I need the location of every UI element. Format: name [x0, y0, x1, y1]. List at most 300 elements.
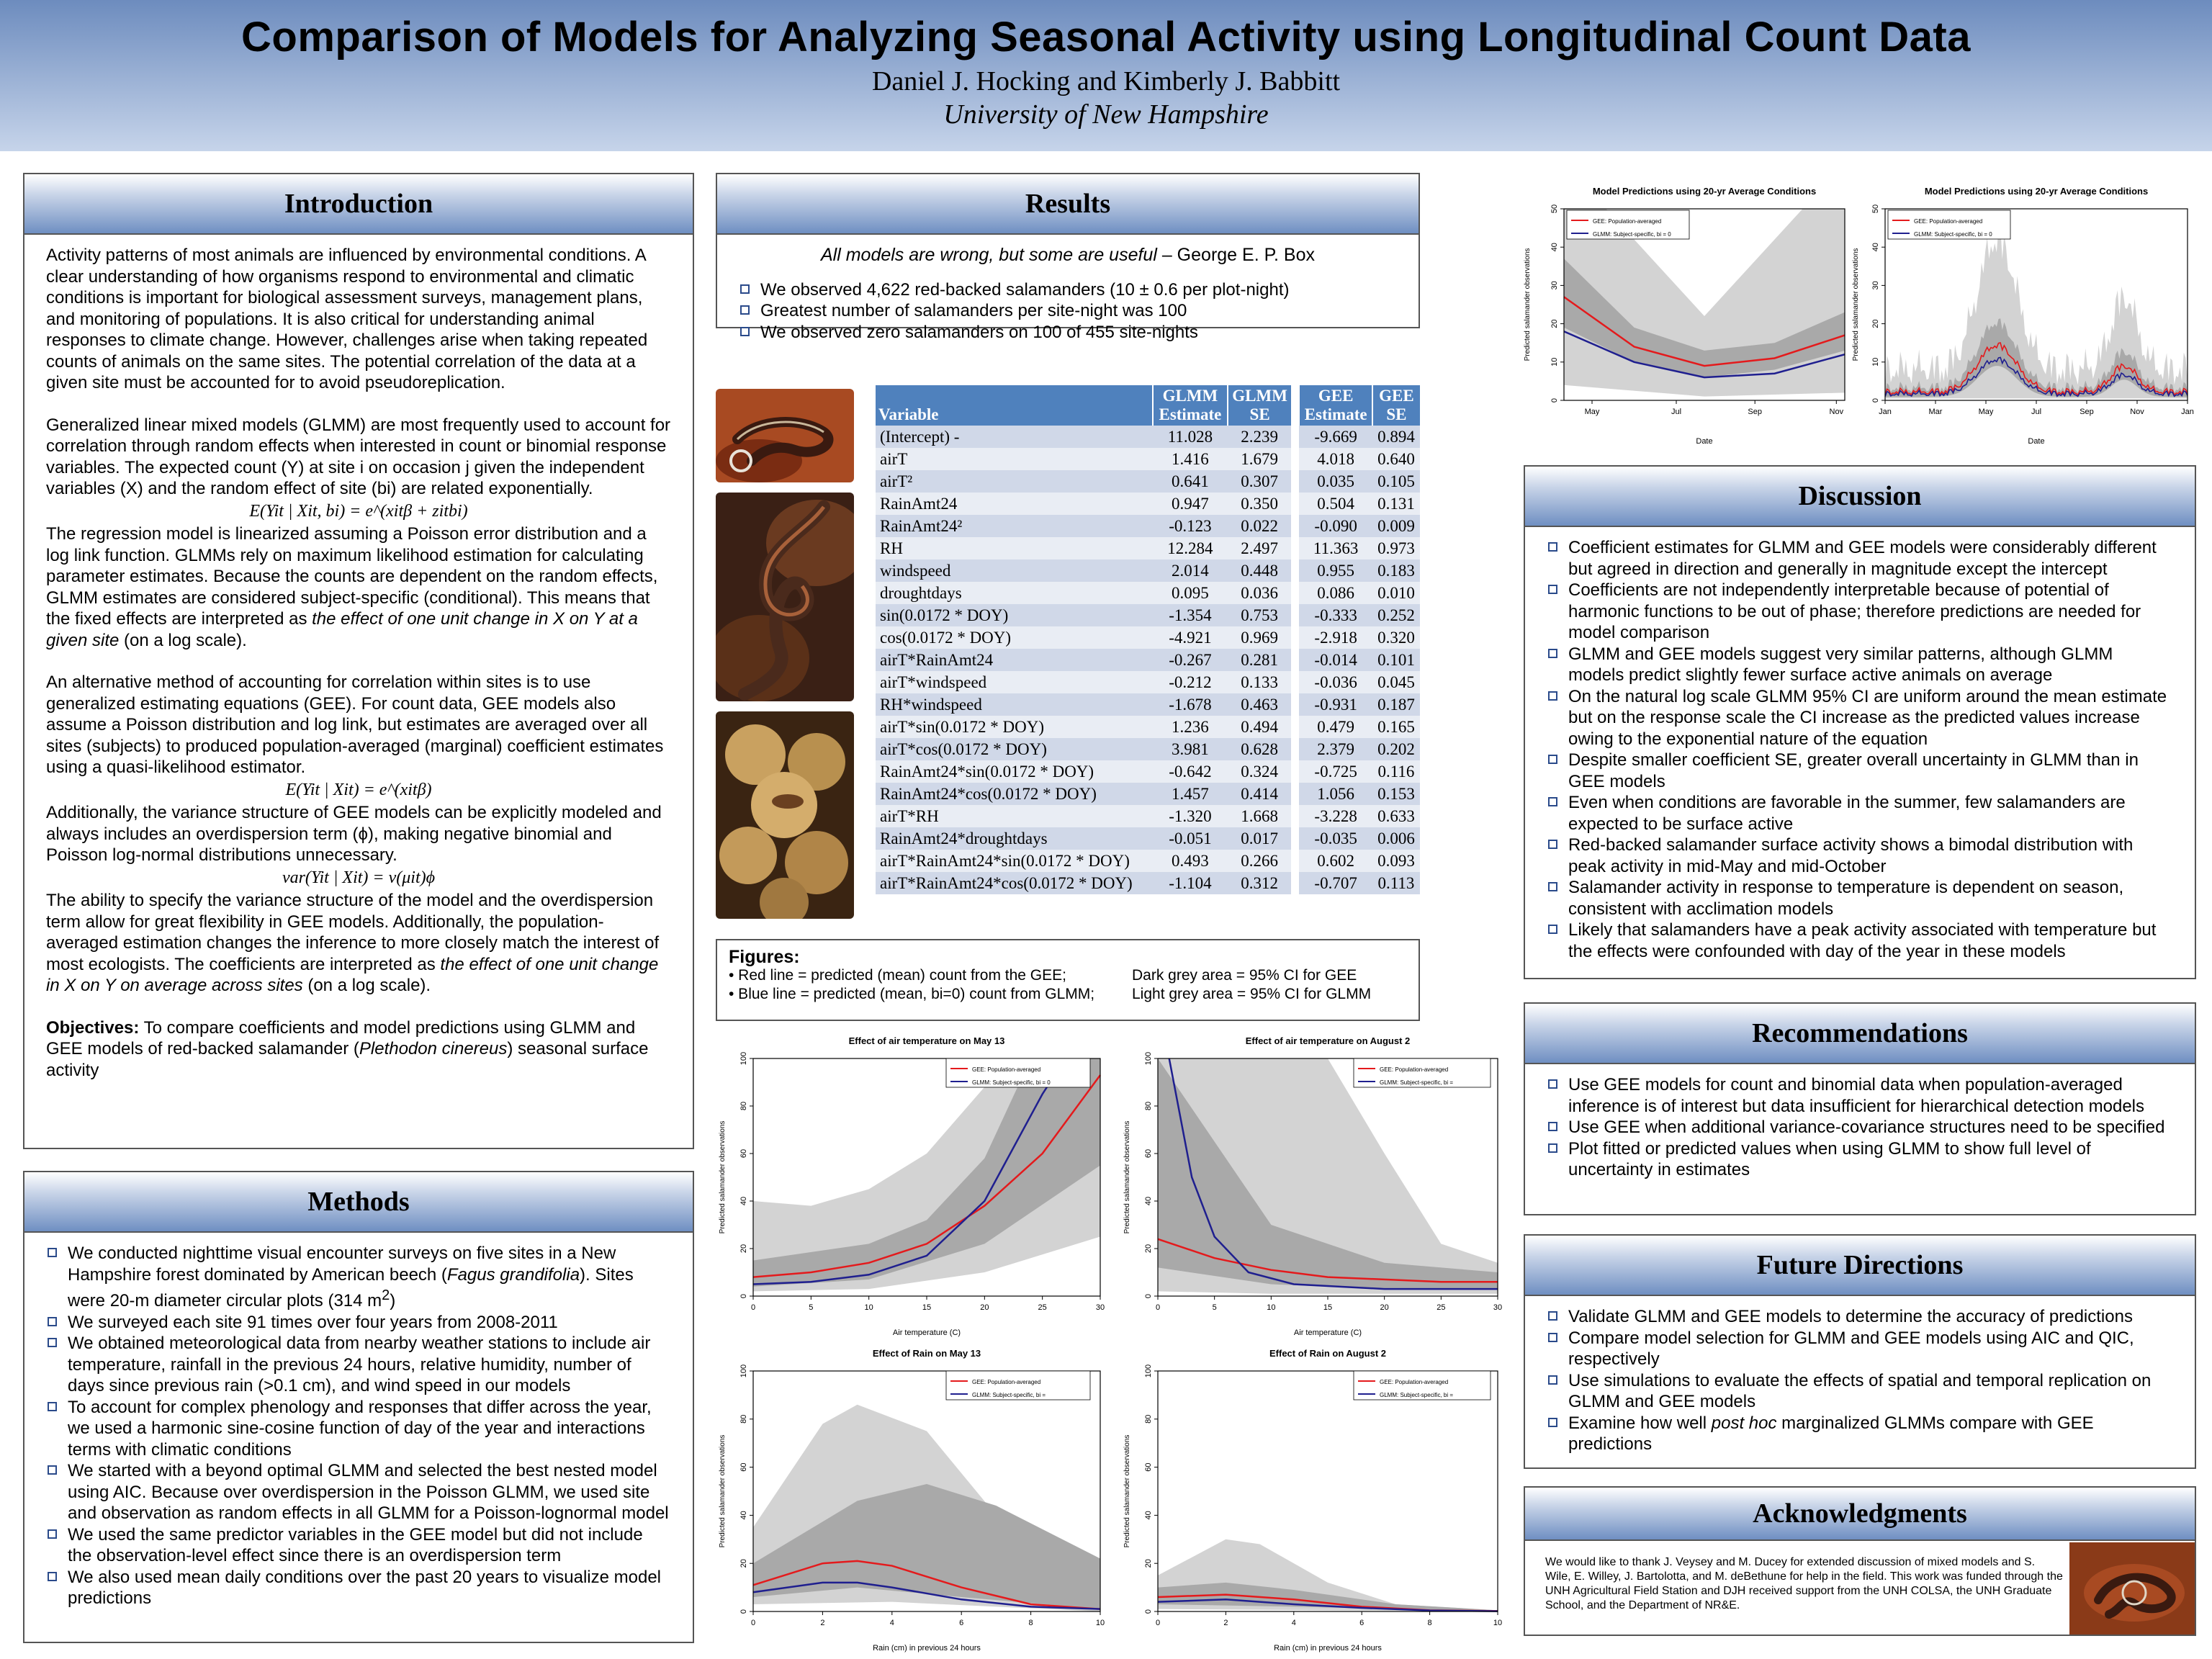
- table-cell: -0.725: [1299, 760, 1372, 783]
- y-tick-label: 20: [739, 1244, 748, 1254]
- table-cell: airT*RainAmt24*cos(0.0172 * DOY): [876, 872, 1153, 894]
- x-tick-label: 6: [1359, 1619, 1364, 1627]
- x-tick-label: 2: [820, 1619, 825, 1627]
- table-cell: droughtdays: [876, 582, 1153, 604]
- recommendations-title: Recommendations: [1525, 1004, 2195, 1064]
- y-tick-label: 50: [1550, 204, 1559, 214]
- x-tick-label: 30: [1095, 1303, 1105, 1312]
- table-row: [876, 716, 1420, 738]
- table-cell: sin(0.0172 * DOY): [876, 604, 1153, 626]
- y-tick-label: 20: [1550, 319, 1559, 328]
- x-axis-label: Date: [1696, 437, 1713, 446]
- table-cell: 0.414: [1228, 783, 1292, 805]
- table-cell: airT²: [876, 470, 1153, 493]
- table-row: [876, 693, 1420, 716]
- table-cell: 0.165: [1372, 716, 1420, 738]
- y-tick-label: 100: [739, 1364, 748, 1378]
- discussion-item: Red-backed salamander surface activity shows a bimodal distribution with peak activity in mid-May and mid-October: [1547, 835, 2173, 877]
- table-cell: -0.333: [1299, 604, 1372, 626]
- figures-legend-line: • Blue line = predicted (mean, bi=0) count from GLMM;: [729, 986, 1095, 1002]
- future-item: Examine how well post hoc marginalized GLMMs compare with GEE predictions: [1547, 1413, 2173, 1455]
- methods-item: We used the same predictor variables in the GEE model but did not include the observation-level effect since there is an overdispersion term: [46, 1524, 671, 1567]
- future-item: Use simulations to evaluate the effects of spatial and temporal replication on GLMM and GEE models: [1547, 1370, 2173, 1413]
- table-cell: 0.894: [1372, 426, 1420, 448]
- results-item: Greatest number of salamanders per site-night was 100: [739, 300, 1397, 322]
- table-row: [876, 537, 1420, 559]
- results-title: Results: [717, 174, 1419, 235]
- y-tick-label: 10: [1550, 357, 1559, 367]
- y-axis-label: Predicted salamander observations: [1852, 248, 1860, 361]
- table-cell: RainAmt24*cos(0.0172 * DOY): [876, 783, 1153, 805]
- table-row: [876, 559, 1420, 582]
- x-tick-label: 25: [1437, 1303, 1446, 1312]
- table-cell: 0.281: [1228, 649, 1292, 671]
- table-cell: airT*RainAmt24: [876, 649, 1153, 671]
- table-cell: -0.036: [1299, 671, 1372, 693]
- table-cell: 0.602: [1299, 850, 1372, 872]
- legend-label: GEE: Population-averaged: [972, 1379, 1041, 1385]
- discussion-body: [1525, 527, 2195, 972]
- x-tick-label: Nov: [1829, 408, 1844, 416]
- table-row: [876, 582, 1420, 604]
- discussion-item: Coefficient estimates for GLMM and GEE models were considerably different but agreed in direction and generally in magnitude except the intercept: [1547, 537, 2173, 580]
- table-cell: 0.017: [1228, 827, 1292, 850]
- methods-item: We obtained meteorological data from nearby weather stations to include air temperature, rainfall in the previous 24 hours, relative humidity, number of days since previous rain (>0.1 cm), and wind speed in our models: [46, 1333, 671, 1397]
- table-cell: 1.236: [1153, 716, 1228, 738]
- table-cell: -0.090: [1299, 515, 1372, 537]
- x-tick-label: 0: [750, 1619, 756, 1627]
- discussion-panel: [1524, 465, 2196, 979]
- table-row: [876, 738, 1420, 760]
- legend-label: GEE: Population-averaged: [972, 1066, 1041, 1073]
- ci-band-glmm: [1885, 226, 2188, 398]
- y-axis-label: Predicted salamander observations: [1123, 1434, 1131, 1548]
- legend-label: GEE: Population-averaged: [1914, 218, 1983, 225]
- table-cell: -9.669: [1299, 426, 1372, 448]
- table-row: [876, 649, 1420, 671]
- x-tick-label: 10: [1095, 1619, 1105, 1627]
- table-row: [876, 827, 1420, 850]
- table-cell: 2.014: [1153, 559, 1228, 582]
- y-tick-label: 80: [739, 1101, 748, 1111]
- salamander-photo: [716, 493, 854, 701]
- x-axis-label: Rain (cm) in previous 24 hours: [873, 1644, 981, 1653]
- table-cell: -2.918: [1299, 626, 1372, 649]
- table-row: [876, 872, 1420, 894]
- introduction-body: [24, 235, 693, 1091]
- table-row: [876, 470, 1420, 493]
- table-cell: 0.479: [1299, 716, 1372, 738]
- y-tick-label: 0: [1550, 397, 1559, 403]
- column-header: GLMM Estimate: [1153, 385, 1228, 426]
- table-cell: airT*RH: [876, 805, 1153, 827]
- discussion-item: Despite smaller coefficient SE, greater overall uncertainty in GLMM than in GEE models: [1547, 750, 2173, 792]
- equation-variance: var(Yit | Xit) = v(μit)ϕ: [282, 868, 436, 887]
- table-cell: 0.463: [1228, 693, 1292, 716]
- y-tick-label: 80: [1144, 1414, 1153, 1424]
- y-tick-label: 80: [739, 1414, 748, 1424]
- results-panel: [716, 173, 1420, 342]
- x-tick-label: 2: [1223, 1619, 1228, 1627]
- table-cell: 0.113: [1372, 872, 1420, 894]
- x-tick-label: 4: [889, 1619, 894, 1627]
- table-cell: -0.014: [1299, 649, 1372, 671]
- table-cell: 0.101: [1372, 649, 1420, 671]
- methods-title: Methods: [24, 1172, 693, 1233]
- table-cell: -3.228: [1299, 805, 1372, 827]
- table-cell: RainAmt24: [876, 493, 1153, 515]
- table-row: [876, 426, 1420, 448]
- discussion-item: Likely that salamanders have a peak activity associated with temperature but the effects were confounded with day of the year in these models: [1547, 920, 2173, 962]
- x-tick-label: Jul: [1671, 408, 1682, 416]
- poster-authors: Daniel J. Hocking and Kimberly J. Babbitt: [871, 66, 1341, 96]
- x-tick-label: 30: [1493, 1303, 1503, 1312]
- methods-body: [24, 1233, 693, 1619]
- future-item: Validate GLMM and GEE models to determine the accuracy of predictions: [1547, 1306, 2173, 1328]
- x-tick-label: 25: [1038, 1303, 1047, 1312]
- y-tick-label: 60: [739, 1462, 748, 1472]
- figures-legend: [716, 939, 1420, 1021]
- table-cell: -0.267: [1153, 649, 1228, 671]
- intro-paragraph: The regression model is linearized assuming a Poisson error distribution and a log link function. GLMMs rely on maximum likelihood estimation for calculating parameter estimates. Because the counts are dependent on the random effects, GLMM estimates are considered subject-specific (conditional). This means that the fixed effects are interpreted as the effect of one unit change in X on Y at a given site (on a log scale).: [46, 524, 658, 650]
- table-cell: 1.457: [1153, 783, 1228, 805]
- table-cell: 0.022: [1228, 515, 1292, 537]
- y-tick-label: 0: [1144, 1609, 1153, 1614]
- table-cell: 11.028: [1153, 426, 1228, 448]
- recommendation-item: Plot fitted or predicted values when using GLMM to show full level of uncertainty in estimates: [1547, 1138, 2173, 1181]
- x-tick-label: 4: [1291, 1619, 1296, 1627]
- table-cell: 11.363: [1299, 537, 1372, 559]
- x-tick-label: 10: [1267, 1303, 1276, 1312]
- x-tick-label: 10: [864, 1303, 873, 1312]
- chart-title: Effect of Rain on August 2: [1269, 1348, 1387, 1359]
- x-tick-label: May: [1978, 408, 1994, 416]
- table-cell: 0.131: [1372, 493, 1420, 515]
- salamander-photo: [2069, 1542, 2195, 1635]
- y-tick-label: 0: [739, 1293, 748, 1299]
- x-tick-label: 20: [980, 1303, 989, 1312]
- table-cell: 0.252: [1372, 604, 1420, 626]
- intro-paragraph: An alternative method of accounting for correlation within sites is to use generalized estimating equations (GEE). For count data, GEE models also assume a Poisson distribution and log link, but estimates are averaged over all sites (subjects) to produced population-averaged (marginal) coefficient estimates using a quasi-likelihood estimator.: [46, 673, 664, 777]
- chart-title: Effect of Rain on May 13: [872, 1348, 981, 1359]
- y-tick-label: 30: [1871, 281, 1880, 290]
- y-tick-label: 0: [1871, 397, 1880, 403]
- table-cell: RainAmt24²: [876, 515, 1153, 537]
- table-cell: 0.045: [1372, 671, 1420, 693]
- recommendation-item: Use GEE models for count and binomial data when population-averaged inference is of interest but data insufficient for hierarchical detection models: [1547, 1074, 2173, 1117]
- table-cell: 0.153: [1372, 783, 1420, 805]
- y-tick-label: 80: [1144, 1101, 1153, 1111]
- methods-item: We started with a beyond optimal GLMM and selected the best nested model using AIC. Because over overdispersion in the Poisson GLMM, we used site and observation as random effects in all GLMM for a Poisson-lognormal model: [46, 1460, 671, 1524]
- acknowledgments-title: Acknowledgments: [1525, 1488, 2195, 1541]
- figures-legend-line: Light grey area = 95% CI for GLMM: [1132, 986, 1372, 1002]
- table-cell: 0.504: [1299, 493, 1372, 515]
- y-tick-label: 100: [1144, 1051, 1153, 1066]
- table-cell: 0.202: [1372, 738, 1420, 760]
- table-cell: 0.105: [1372, 470, 1420, 493]
- acknowledgments-text: We would like to thank J. Veysey and M. Ducey for extended discussion of mixed models and S. Wile, E. Willey, J. Bartolotta, and M. deBethune for help in the field. This work was funded through the UNH Agricultural Field Station and DJH received support from the UNH COLSA, the UNH Graduate School, and the Department of NR&E.: [1545, 1556, 2063, 1611]
- table-cell: airT*sin(0.0172 * DOY): [876, 716, 1153, 738]
- equation-glmm: E(Yit | Xit, bi) = e^(xitβ + zitbi): [249, 501, 468, 521]
- x-tick-label: Jul: [2031, 408, 2042, 416]
- recommendations-body: [1525, 1064, 2195, 1191]
- table-cell: 0.036: [1228, 582, 1292, 604]
- table-header-row: [876, 385, 1420, 426]
- legend-label: GLMM: Subject-specific, bi =: [1380, 1392, 1454, 1398]
- future-item: Compare model selection for GLMM and GEE models using AIC and QIC, respectively: [1547, 1328, 2173, 1370]
- x-tick-label: Sep: [2080, 408, 2094, 416]
- table-row: [876, 805, 1420, 827]
- y-tick-label: 30: [1550, 281, 1559, 290]
- table-row: [876, 604, 1420, 626]
- table-cell: -0.707: [1299, 872, 1372, 894]
- methods-item: We also used mean daily conditions over the past 20 years to visualize model predictions: [46, 1567, 671, 1609]
- methods-item: We surveyed each site 91 times over four years from 2008-2011: [46, 1312, 671, 1334]
- table-row: [876, 671, 1420, 693]
- table-cell: (Intercept) -: [876, 426, 1153, 448]
- table-cell: -0.642: [1153, 760, 1228, 783]
- legend-label: GLMM: Subject-specific, bi =: [972, 1392, 1046, 1398]
- figures-legend-title: Figures:: [729, 947, 800, 967]
- table-cell: RH*windspeed: [876, 693, 1153, 716]
- introduction-panel: [23, 173, 694, 1149]
- table-cell: 0.494: [1228, 716, 1292, 738]
- legend-label: GEE: Population-averaged: [1380, 1379, 1449, 1385]
- y-axis-label: Predicted salamander observations: [719, 1434, 727, 1548]
- table-cell: 0.641: [1153, 470, 1228, 493]
- recommendation-item: Use GEE when additional variance-covariance structures need to be specified: [1547, 1117, 2173, 1138]
- coefficient-table: [876, 385, 1420, 894]
- table-cell: windspeed: [876, 559, 1153, 582]
- table-cell: airT*RainAmt24*sin(0.0172 * DOY): [876, 850, 1153, 872]
- table-cell: -1.104: [1153, 872, 1228, 894]
- discussion-item: Salamander activity in response to temperature is dependent on season, consistent with acclimation models: [1547, 877, 2173, 920]
- equation-gee: E(Yit | Xit) = e^(xitβ): [285, 780, 432, 799]
- chart-title: Effect of air temperature on May 13: [848, 1035, 1005, 1046]
- legend-label: GLMM: Subject-specific, bi = 0: [1914, 231, 1992, 238]
- table-cell: 2.497: [1228, 537, 1292, 559]
- table-cell: 0.183: [1372, 559, 1420, 582]
- table-row: [876, 515, 1420, 537]
- methods-panel: [23, 1171, 694, 1643]
- table-cell: 0.006: [1372, 827, 1420, 850]
- x-tick-label: 0: [750, 1303, 756, 1312]
- table-cell: 0.955: [1299, 559, 1372, 582]
- chart-title: Model Predictions using 20-yr Average Conditions: [1592, 186, 1817, 197]
- future-directions-panel: [1524, 1234, 2196, 1469]
- x-tick-label: 8: [1427, 1619, 1432, 1627]
- table-cell: 0.753: [1228, 604, 1292, 626]
- intro-paragraph: Generalized linear mixed models (GLMM) are most frequently used to account for correlation through random effects when interested in count or binomial response variables. The expected count (Y) at site i on occasion j given the independent variables (X) and the random effect of site (bi) are related exponentially.: [46, 415, 671, 498]
- table-cell: 4.018: [1299, 448, 1372, 470]
- table-cell: cos(0.0172 * DOY): [876, 626, 1153, 649]
- legend-label: GLMM: Subject-specific, bi = 0: [972, 1079, 1051, 1086]
- table-cell: -0.035: [1299, 827, 1372, 850]
- salamander-photo: [716, 389, 854, 482]
- y-tick-label: 100: [739, 1051, 748, 1066]
- intro-paragraph: Activity patterns of most animals are influenced by environmental conditions. A clear understanding of how organisms respond to environmental and climatic conditions is important for biological assessment surveys, management plans, and monitoring of populations. It is also critical for understanding animal responses to climate change. However, challenges arise when taking repeated counts of animals on the same sites. The potential correlation of the data at a given site must be accounted for to avoid pseudoreplication.: [46, 246, 648, 392]
- table-cell: 2.239: [1228, 426, 1292, 448]
- x-tick-label: 15: [1323, 1303, 1333, 1312]
- table-cell: 0.350: [1228, 493, 1292, 515]
- table-cell: 0.947: [1153, 493, 1228, 515]
- chart-predictions-year: [1849, 180, 2195, 446]
- results-item: We observed zero salamanders on 100 of 455 site-nights: [739, 322, 1397, 343]
- recommendations-panel: [1524, 1002, 2196, 1215]
- table-cell: 0.116: [1372, 760, 1420, 783]
- table-cell: 0.266: [1228, 850, 1292, 872]
- x-tick-label: Nov: [2130, 408, 2144, 416]
- intro-paragraph: The ability to specify the variance structure of the model and the overdispersion term allow for great flexibility in GEE models. Additionally, the population-averaged estimation changes the inference to more closely match the interest of most ecologists. The coefficients are interpreted as the effect of one unit change in X on Y on average across sites (on a log scale).: [46, 891, 660, 995]
- x-axis-label: Rain (cm) in previous 24 hours: [1274, 1644, 1382, 1653]
- table-cell: 12.284: [1153, 537, 1228, 559]
- future-directions-body: [1525, 1296, 2195, 1465]
- x-tick-label: 8: [1028, 1619, 1033, 1627]
- y-tick-label: 40: [1550, 243, 1559, 252]
- table-cell: 0.133: [1228, 671, 1292, 693]
- salamander-eggs-photo: [716, 711, 854, 919]
- table-cell: 1.679: [1228, 448, 1292, 470]
- y-tick-label: 100: [1144, 1364, 1153, 1378]
- x-tick-label: 20: [1380, 1303, 1389, 1312]
- legend-label: GLMM: Subject-specific, bi =: [1380, 1079, 1454, 1086]
- table-row: [876, 760, 1420, 783]
- chart-air-temp-aug: [1120, 1031, 1506, 1338]
- y-tick-label: 50: [1871, 204, 1880, 214]
- table-cell: -0.051: [1153, 827, 1228, 850]
- discussion-item: Even when conditions are favorable in the summer, few salamanders are expected to be surface active: [1547, 792, 2173, 835]
- y-tick-label: 0: [739, 1609, 748, 1614]
- table-cell: -0.123: [1153, 515, 1228, 537]
- table-cell: 0.009: [1372, 515, 1420, 537]
- methods-item: To account for complex phenology and responses that differ across the year, we used a harmonic sine-cosine function of day of the year and interactions terms with climatic conditions: [46, 1397, 671, 1461]
- table-cell: 0.312: [1228, 872, 1292, 894]
- table-row: [876, 493, 1420, 515]
- future-directions-title: Future Directions: [1525, 1236, 2195, 1296]
- table-cell: airT*windspeed: [876, 671, 1153, 693]
- y-tick-label: 20: [1871, 319, 1880, 328]
- x-tick-label: Jan: [2181, 408, 2194, 416]
- table-cell: RainAmt24*droughtdays: [876, 827, 1153, 850]
- table-cell: airT: [876, 448, 1153, 470]
- y-tick-label: 40: [1144, 1511, 1153, 1520]
- y-tick-label: 60: [1144, 1148, 1153, 1159]
- legend-label: GEE: Population-averaged: [1593, 218, 1662, 225]
- table-cell: 0.973: [1372, 537, 1420, 559]
- x-tick-label: Sep: [1748, 408, 1762, 416]
- introduction-title: Introduction: [24, 174, 693, 235]
- x-axis-label: Air temperature (C): [1293, 1328, 1362, 1337]
- y-tick-label: 40: [739, 1511, 748, 1520]
- figures-legend-line: • Red line = predicted (mean) count from the GEE;: [729, 967, 1066, 984]
- y-tick-label: 40: [1871, 243, 1880, 252]
- table-cell: -1.320: [1153, 805, 1228, 827]
- table-cell: 2.379: [1299, 738, 1372, 760]
- table-cell: 1.416: [1153, 448, 1228, 470]
- chart-rain-may: [716, 1344, 1109, 1653]
- table-cell: 0.307: [1228, 470, 1292, 493]
- table-cell: 0.086: [1299, 582, 1372, 604]
- table-cell: 0.093: [1372, 850, 1420, 872]
- table-cell: 0.969: [1228, 626, 1292, 649]
- x-tick-label: Jan: [1879, 408, 1892, 416]
- y-axis-label: Predicted salamander observations: [1123, 1120, 1131, 1234]
- results-item: We observed 4,622 red-backed salamanders (10 ± 0.6 per plot-night): [739, 279, 1397, 301]
- poster-header: [0, 0, 2212, 151]
- table-cell: 0.095: [1153, 582, 1228, 604]
- chart-title: Effect of air temperature on August 2: [1245, 1035, 1411, 1046]
- column-header: GEE SE: [1372, 385, 1420, 426]
- intro-paragraph: Additionally, the variance structure of GEE models can be explicitly modeled and always includes an overdispersion term (ϕ), making negative binomial and Poisson log-normal distributions unnecessary.: [46, 803, 662, 865]
- y-tick-label: 40: [739, 1196, 748, 1206]
- discussion-item: GLMM and GEE models suggest very similar patterns, although GLMM models predict slightly fewer surface active animals on average: [1547, 644, 2173, 686]
- x-tick-label: 5: [809, 1303, 814, 1312]
- table-cell: -0.212: [1153, 671, 1228, 693]
- table-cell: -4.921: [1153, 626, 1228, 649]
- table-cell: -1.354: [1153, 604, 1228, 626]
- table-cell: 0.448: [1228, 559, 1292, 582]
- y-tick-label: 10: [1871, 357, 1880, 367]
- table-cell: -0.931: [1299, 693, 1372, 716]
- y-tick-label: 0: [1144, 1293, 1153, 1299]
- table-cell: airT*cos(0.0172 * DOY): [876, 738, 1153, 760]
- table-row: [876, 448, 1420, 470]
- table-cell: 0.320: [1372, 626, 1420, 649]
- column-header: Variable: [876, 385, 1153, 426]
- table-cell: 3.981: [1153, 738, 1228, 760]
- y-tick-label: 20: [739, 1559, 748, 1568]
- legend-label: GEE: Population-averaged: [1380, 1066, 1449, 1073]
- y-tick-label: 20: [1144, 1244, 1153, 1254]
- chart-title: Model Predictions using 20-yr Average Conditions: [1924, 186, 2149, 197]
- table-cell: 0.640: [1372, 448, 1420, 470]
- table-cell: 0.010: [1372, 582, 1420, 604]
- chart-air-temp-may: [716, 1031, 1109, 1338]
- x-tick-label: Mar: [1928, 408, 1943, 416]
- table-cell: 0.493: [1153, 850, 1228, 872]
- table-row: [876, 626, 1420, 649]
- figures-legend-line: Dark grey area = 95% CI for GEE: [1132, 967, 1357, 984]
- table-cell: 0.035: [1299, 470, 1372, 493]
- x-tick-label: 0: [1155, 1303, 1161, 1312]
- x-tick-label: 6: [959, 1619, 964, 1627]
- methods-item: We conducted nighttime visual encounter surveys on five sites in a New Hampshire forest dominated by American beech (Fagus grandifolia). Sites were 20-m diameter circular plots (314 $m^2$): [46, 1243, 671, 1312]
- table-row: [876, 850, 1420, 872]
- objectives: Objectives: To compare coefficients and model predictions using GLMM and GEE models of red-backed salamander (Plethodon cinereus) seasonal surface activity: [46, 1017, 649, 1080]
- poster-title: Comparison of Models for Analyzing Seasonal Activity using Longitudinal Count Data: [241, 14, 1971, 60]
- y-axis-label: Predicted salamander observations: [1524, 248, 1532, 361]
- x-tick-label: 5: [1212, 1303, 1217, 1312]
- table-cell: -1.678: [1153, 693, 1228, 716]
- column-header: GEE Estimate: [1299, 385, 1372, 426]
- chart-predictions-may-nov: [1521, 180, 1852, 446]
- legend-label: GLMM: Subject-specific, bi = 0: [1593, 231, 1671, 238]
- y-axis-label: Predicted salamander observations: [719, 1120, 727, 1234]
- table-cell: 0.628: [1228, 738, 1292, 760]
- y-tick-label: 60: [739, 1148, 748, 1159]
- y-tick-label: 20: [1144, 1559, 1153, 1568]
- table-cell: 1.668: [1228, 805, 1292, 827]
- x-axis-label: Date: [2028, 437, 2045, 446]
- table-cell: 1.056: [1299, 783, 1372, 805]
- x-tick-label: 10: [1493, 1619, 1503, 1627]
- y-tick-label: 40: [1144, 1196, 1153, 1206]
- poster-affiliation: University of New Hampshire: [943, 99, 1269, 130]
- x-tick-label: 0: [1155, 1619, 1161, 1627]
- table-cell: RainAmt24*sin(0.0172 * DOY): [876, 760, 1153, 783]
- y-tick-label: 60: [1144, 1462, 1153, 1472]
- table-cell: 0.187: [1372, 693, 1420, 716]
